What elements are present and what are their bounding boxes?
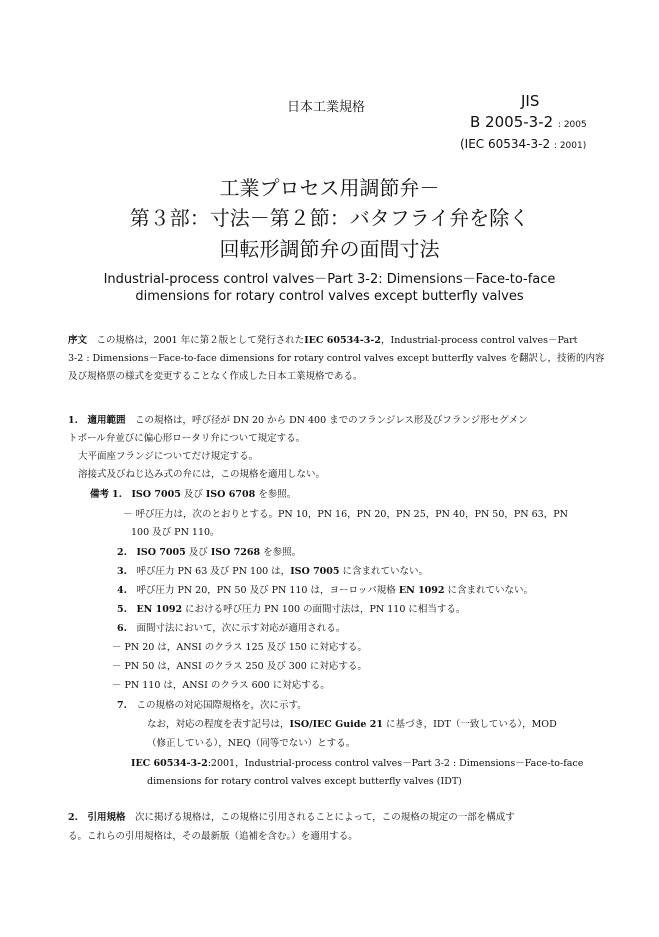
note-text: 及び (185, 547, 211, 558)
sec1-line-3: 大平面座フランジについてだけ規定する。 (78, 451, 259, 462)
iec-year: : 2001) (553, 141, 587, 151)
note-1-sub-1: － 呼び圧力は，次のとおりとする。PN 10，PN 16，PN 20，PN 25，PN 40，PN 50，PN 63，PN (123, 509, 568, 520)
preface-label: 序文 (68, 335, 88, 346)
preface-text: ，Industrial-process control valves－Part (380, 335, 578, 346)
note-2 (117, 544, 301, 561)
note-1-number: 1. (112, 489, 122, 500)
standard-number (470, 113, 587, 131)
note-7-line-5: dimensions for rotary control valves except butterfly valves (IDT) (147, 776, 462, 787)
note-6 (117, 620, 345, 637)
preface-text: この規格は，2001 年に第２版として発行された (96, 335, 305, 346)
en-ref: EN 1092 (136, 604, 183, 615)
preface-line-2: 3-2 : Dimensions－Face-to-face dimensions for rotary control valves except butterfly valves を翻訳し，技術的内容 (68, 353, 605, 364)
sec2-heading: 引用規格 (87, 812, 126, 823)
note-text: 及び (180, 489, 206, 500)
iso-ref: ISO 7005 (131, 489, 181, 500)
note-text: この規格の対応国際規格を，次に示す。 (136, 700, 307, 711)
note-text: 呼び圧力 PN 63 及び PN 100 は， (136, 566, 291, 577)
note-6-sub-1: － PN 20 は，ANSI のクラス 125 及び 150 に対応する。 (112, 642, 367, 653)
title-line-3: 回転形調節弁の面間寸法 (219, 237, 440, 261)
iso-ref: ISO 7005 (290, 566, 340, 577)
note-label: 備考 (90, 489, 110, 500)
note-2-number: 2. (117, 547, 127, 558)
note-5-number: 5. (117, 604, 127, 615)
jis-label: JIS (521, 92, 540, 110)
note-text: を参照。 (255, 489, 297, 500)
note-text: に基づき，IDT（一致している），MOD (382, 719, 557, 730)
standard-code: B 2005-3-2 (470, 113, 554, 131)
iec-ref: IEC 60534-3-2 (131, 758, 208, 769)
english-title-line-2: dimensions for rotary control valves except butterfly valves (135, 289, 524, 304)
iec-reference (460, 137, 586, 151)
sec1-number: 1. (68, 415, 78, 426)
standard-year: : 2005 (557, 120, 587, 130)
note-text: を参照。 (260, 547, 302, 558)
sec2-number: 2. (68, 812, 78, 823)
sec1-line-4: 溶接式及びねじ込み式の弁には，この規格を適用しない。 (78, 469, 326, 480)
note-7 (117, 697, 307, 714)
note-text: に含まれていない。 (339, 566, 429, 577)
sec1-heading: 適用範囲 (87, 415, 126, 426)
sec1-line-1 (68, 412, 528, 429)
note-1-sub-2: 100 及び PN 110。 (131, 527, 220, 538)
note-1 (90, 486, 296, 503)
preface-line-3: 及び規格票の様式を変更することなく作成した日本工業規格である。 (68, 371, 363, 382)
note-text: における呼び圧力 PN 100 の面間寸法は，PN 110 に相当する。 (182, 604, 466, 615)
title-line-2: 第３部：寸法－第２節：バタフライ弁を除く (129, 206, 530, 230)
iso-ref: ISO 7268 (210, 547, 261, 558)
note-5 (117, 601, 465, 618)
sec2-text: 次に掲げる規格は，この規格に引用されることによって，この規格の規定の一部を構成す (134, 812, 515, 823)
note-text: 面間寸法において，次に示す対応が適用される。 (136, 623, 346, 634)
sec2-line-2: る。これらの引用規格は，その最新版（追補を含む。）を適用する。 (68, 831, 358, 842)
note-3-number: 3. (117, 566, 127, 577)
note-7-line-4 (131, 755, 583, 772)
preface-iec-ref: IEC 60534-3-2 (304, 335, 381, 346)
iec-code: (IEC 60534-3-2 (460, 137, 551, 151)
note-7-line-2 (147, 716, 557, 733)
sec1-text: この規格は，呼び径が DN 20 から DN 400 までのフランジレス形及びフランジ形セグメン (134, 415, 528, 426)
note-6-sub-2: － PN 50 は，ANSI のクラス 250 及び 300 に対応する。 (112, 661, 367, 672)
title-line-1: 工業プロセス用調節弁－ (219, 176, 440, 200)
note-text: なお，対応の程度を表す記号は， (147, 719, 290, 730)
note-text: に含まれていない。 (444, 585, 534, 596)
note-4 (117, 582, 533, 599)
note-7-number: 7. (117, 700, 127, 711)
sec2-line-1 (68, 809, 515, 826)
note-4-number: 4. (117, 585, 127, 596)
iso-ref: ISO 7005 (136, 547, 186, 558)
note-text: 呼び圧力 PN 20，PN 50 及び PN 110 は，ヨーロッパ規格 (136, 585, 399, 596)
note-7-line-3: （修正している），NEQ（同等でない）とする。 (147, 738, 356, 749)
sec1-line-2: トボール弁並びに偏心形ロータリ弁について規定する。 (68, 433, 306, 444)
jp-standard-label: 日本工業規格 (287, 100, 366, 115)
note-text: :2001，Industrial-process control valves－Part 3-2 : Dimensions－Face-to-face (207, 758, 584, 769)
english-title-line-1: Industrial-process control valves－Part 3-2: Dimensions－Face-to-face (103, 272, 556, 287)
guide-ref: ISO/IEC Guide 21 (289, 719, 383, 730)
note-3 (117, 563, 428, 580)
preface-line-1 (68, 332, 577, 349)
en-ref: EN 1092 (398, 585, 445, 596)
iso-ref: ISO 6708 (205, 489, 256, 500)
note-6-sub-3: － PN 110 は，ANSI のクラス 600 に対応する。 (112, 680, 330, 691)
note-6-number: 6. (117, 623, 127, 634)
